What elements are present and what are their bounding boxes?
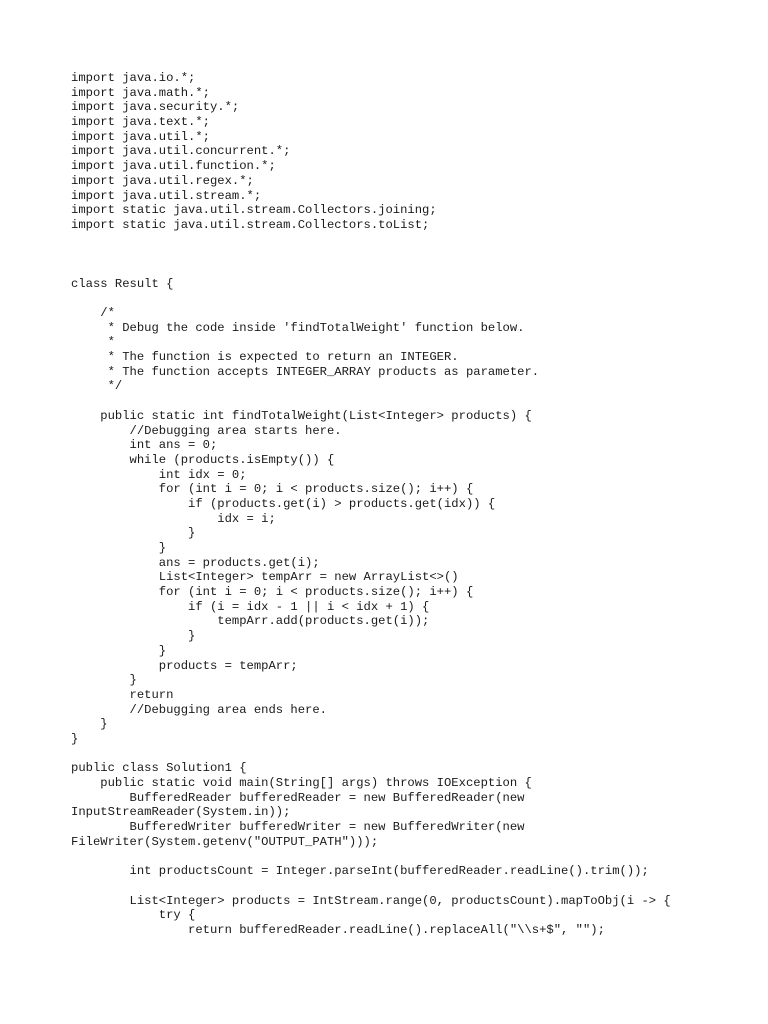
code-line: products = tempArr; (71, 658, 298, 673)
code-line: class Result { (71, 276, 174, 291)
code-line: InputStreamReader(System.in)); (71, 805, 291, 820)
code-line: int productsCount = Integer.parseInt(bufferedReader.readLine().trim()); (71, 864, 649, 879)
code-line: * (71, 335, 115, 350)
code-line: import java.util.regex.*; (71, 173, 254, 188)
code-line: * The function is expected to return an INTEGER. (71, 350, 459, 365)
code-line: import java.util.concurrent.*; (71, 144, 291, 159)
code-line: public static int findTotalWeight(List<Integer> products) { (71, 408, 532, 423)
code-line: int ans = 0; (71, 438, 218, 453)
code-line: } (71, 673, 137, 688)
code-line (71, 849, 671, 864)
code-line: ans = products.get(i); (71, 555, 320, 570)
code-line: List<Integer> tempArr = new ArrayList<>() (71, 570, 459, 585)
code-line: while (products.isEmpty()) { (71, 452, 335, 467)
code-line (71, 233, 671, 248)
code-line: import static java.util.stream.Collectors.toList; (71, 217, 430, 232)
code-line: public class Solution1 { (71, 761, 247, 776)
code-line: return bufferedReader.readLine().replaceAll("\\s+$", ""); (71, 922, 605, 937)
code-line: if (i = idx - 1 || i < idx + 1) { (71, 599, 430, 614)
code-line: idx = i; (71, 511, 276, 526)
code-line: BufferedReader bufferedReader = new BufferedReader(new (71, 790, 525, 805)
code-line (71, 291, 671, 306)
code-line: BufferedWriter bufferedWriter = new BufferedWriter(new (71, 820, 525, 835)
code-line: public static void main(String[] args) throws IOException { (71, 776, 532, 790)
code-line: */ (71, 379, 123, 394)
code-line: * The function accepts INTEGER_ARRAY products as parameter. (71, 364, 540, 379)
code-line: import java.security.*; (71, 100, 240, 115)
code-line: try { (71, 908, 196, 923)
code-line (71, 262, 671, 277)
code-line: for (int i = 0; i < products.size(); i++) { (71, 585, 474, 600)
code-line: //Debugging area starts here. (71, 423, 342, 438)
code-line: * Debug the code inside 'findTotalWeight' function below. (71, 320, 525, 335)
code-line: tempArr.add(products.get(i)); (71, 614, 430, 629)
code-line: import java.io.*; (71, 71, 196, 85)
code-line: if (products.get(i) > products.get(idx)) { (71, 496, 496, 511)
code-block (71, 71, 671, 938)
code-line: import static java.util.stream.Collectors.joining; (71, 203, 437, 218)
code-line (71, 394, 671, 409)
code-line: import java.math.*; (71, 85, 210, 100)
code-line: //Debugging area ends here. (71, 702, 327, 717)
code-line: List<Integer> products = IntStream.range(0, productsCount).mapToObj(i -> { (71, 893, 671, 908)
code-line (71, 247, 671, 262)
code-line: } (71, 541, 167, 555)
code-line (71, 747, 671, 762)
code-line: } (71, 629, 196, 644)
code-line: } (71, 526, 196, 541)
code-line: import java.util.*; (71, 129, 210, 144)
code-line: for (int i = 0; i < products.size(); i++) { (71, 482, 474, 497)
code-line: import java.util.function.*; (71, 159, 276, 174)
code-line: import java.text.*; (71, 115, 210, 130)
code-line: import java.util.stream.*; (71, 188, 262, 203)
code-line: FileWriter(System.getenv("OUTPUT_PATH"))); (71, 834, 379, 849)
code-line (71, 879, 671, 894)
code-line: } (71, 731, 79, 746)
code-line: } (71, 717, 108, 732)
code-line: /* (71, 306, 115, 320)
code-line: } (71, 643, 167, 658)
code-line: int idx = 0; (71, 467, 247, 482)
code-line: return (71, 687, 174, 702)
